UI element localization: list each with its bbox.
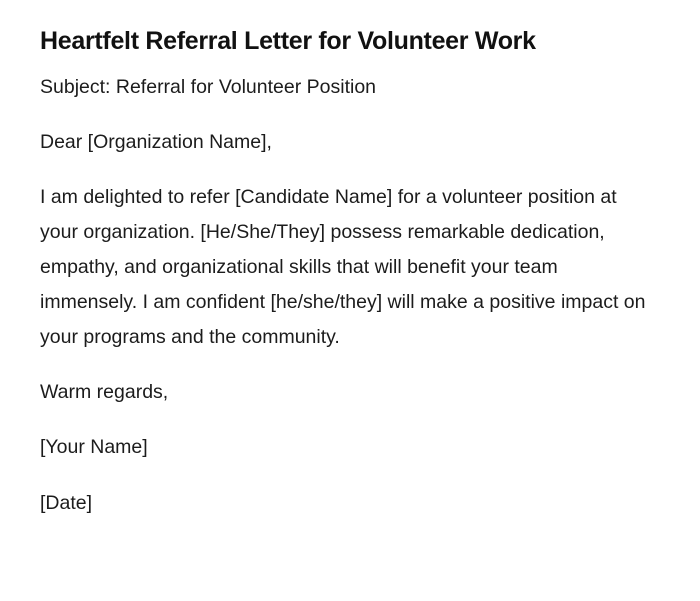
letter-closing: Warm regards, [40,381,169,403]
letter-document [40,22,650,521]
letter-signature: [Your Name] [40,436,148,458]
letter-title: Heartfelt Referral Letter for Volunteer Work [40,27,536,55]
letter-date: [Date] [40,492,93,514]
letter-subject: Subject: Referral for Volunteer Position [40,76,377,98]
letter-salutation: Dear [Organization Name], [40,131,272,153]
letter-body: I am delighted to refer [Candidate Name] for a volunteer position at your organization. [He/She/They] possess remarkable dedication, empathy, and organizational skills that will benefit your team immensely. I am confident [he/she/they] will make a positive impact on your programs and the community. [40,186,646,348]
